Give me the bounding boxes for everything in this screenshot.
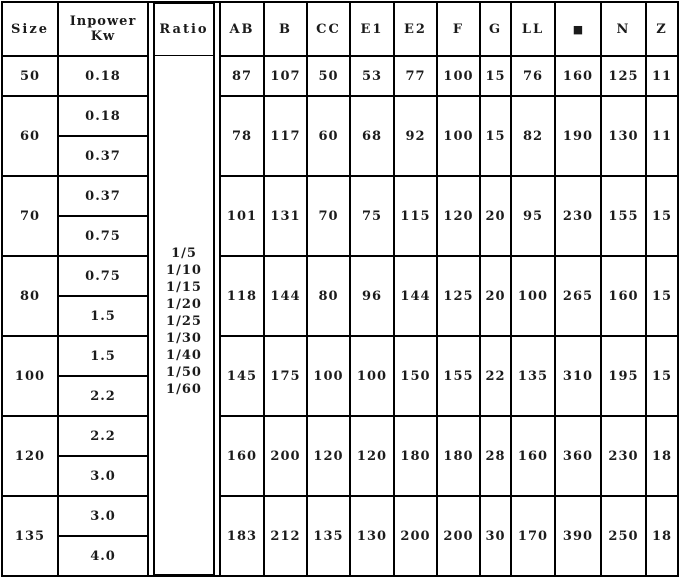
kw-cell: 2.2 [58,416,148,456]
dim-cell: 68 [350,96,394,176]
table-row [2,336,678,376]
dim-cell: 75 [350,176,394,256]
ratio-value: 1/40 [166,348,202,363]
dim-cell: 230 [601,416,646,496]
size-cell: 60 [2,96,58,176]
dim-cell: 125 [601,56,646,96]
dim-cell: 77 [394,56,437,96]
dim-cell: 160 [511,416,555,496]
dim-cell: 107 [264,56,307,96]
kw-cell: 3.0 [58,496,148,536]
dim-cell: 360 [555,416,601,496]
dim-cell: 145 [220,336,264,416]
ratio-header-box [153,2,215,56]
dim-cell: 60 [307,96,350,176]
kw-cell: 0.37 [58,176,148,216]
size-cell: 50 [2,56,58,96]
ratio-value: 1/20 [166,297,202,312]
dim-cell: 200 [394,496,437,576]
kw-cell: 0.75 [58,256,148,296]
dim-cell: 190 [555,96,601,176]
dim-cell: 200 [264,416,307,496]
dim-cell: 120 [350,416,394,496]
dim-cell: 183 [220,496,264,576]
ratio-value: 1/30 [166,331,202,346]
dim-cell: 20 [480,256,511,336]
dim-cell: 170 [511,496,555,576]
size-cell: 120 [2,416,58,496]
dim-cell: 250 [601,496,646,576]
dim-cell: 118 [220,256,264,336]
dim-cell: 150 [394,336,437,416]
kw-cell: 0.75 [58,216,148,256]
col-header-b: B [264,2,307,56]
col-header-e2: E2 [394,2,437,56]
dim-cell: 30 [480,496,511,576]
dim-cell: 155 [601,176,646,256]
dim-cell: 15 [646,176,678,256]
size-cell: 70 [2,176,58,256]
dim-cell: 130 [350,496,394,576]
col-header-inpower-line1: Inpower [69,14,137,29]
col-header-ratio [148,2,220,56]
kw-cell: 1.5 [58,296,148,336]
ratio-value: 1/10 [166,263,202,278]
table-row [2,56,678,96]
col-header-cc: CC [307,2,350,56]
dim-cell: 100 [437,96,480,176]
dim-cell: 131 [264,176,307,256]
dim-cell: 180 [394,416,437,496]
dim-cell: 100 [307,336,350,416]
dim-cell: 22 [480,336,511,416]
dim-cell: 212 [264,496,307,576]
col-header-inpower-kw [58,2,148,56]
dim-cell: 200 [437,496,480,576]
dim-cell: 80 [307,256,350,336]
dim-cell: 125 [437,256,480,336]
dim-cell: 144 [394,256,437,336]
dim-cell: 195 [601,336,646,416]
dim-cell: 135 [307,496,350,576]
dim-cell: 120 [437,176,480,256]
col-header-ratio-label: Ratio [159,22,209,37]
dim-cell: 310 [555,336,601,416]
dim-cell: 117 [264,96,307,176]
dim-cell: 20 [480,176,511,256]
ratio-value: 1/5 [171,246,197,261]
dim-cell: 160 [220,416,264,496]
ratio-body-box [153,56,215,576]
dim-cell: 144 [264,256,307,336]
kw-cell: 0.18 [58,96,148,136]
table-row [2,96,678,136]
dim-cell: 265 [555,256,601,336]
dim-cell: 78 [220,96,264,176]
col-header-m-block: ■ [555,2,601,56]
table-row [2,416,678,456]
dimension-table [1,1,679,577]
col-header-inpower-line2: Kw [90,29,116,44]
dim-cell: 18 [646,416,678,496]
col-header-ab: AB [220,2,264,56]
col-header-size: Size [2,2,58,56]
dim-cell: 135 [511,336,555,416]
col-header-g: G [480,2,511,56]
ratio-value: 1/60 [166,382,202,397]
dim-cell: 92 [394,96,437,176]
dim-cell: 15 [646,256,678,336]
kw-cell: 3.0 [58,456,148,496]
header-row [2,2,678,56]
dim-cell: 130 [601,96,646,176]
dim-cell: 175 [264,336,307,416]
dim-cell: 96 [350,256,394,336]
dim-cell: 115 [394,176,437,256]
col-header-ll: LL [511,2,555,56]
kw-cell: 2.2 [58,376,148,416]
dim-cell: 70 [307,176,350,256]
dim-cell: 230 [555,176,601,256]
spec-sheet [0,1,680,577]
dim-cell: 180 [437,416,480,496]
col-header-z: Z [646,2,678,56]
ratio-value: 1/50 [166,365,202,380]
dim-cell: 15 [480,56,511,96]
dim-cell: 53 [350,56,394,96]
dim-cell: 160 [555,56,601,96]
ratio-cell [148,56,220,576]
dim-cell: 11 [646,96,678,176]
kw-cell: 0.37 [58,136,148,176]
dim-cell: 15 [480,96,511,176]
dim-cell: 87 [220,56,264,96]
dim-cell: 390 [555,496,601,576]
dim-cell: 95 [511,176,555,256]
dim-cell: 50 [307,56,350,96]
size-cell: 135 [2,496,58,576]
table-row [2,176,678,216]
size-cell: 80 [2,256,58,336]
kw-cell: 1.5 [58,336,148,376]
col-header-e1: E1 [350,2,394,56]
dim-cell: 15 [646,336,678,416]
dim-cell: 100 [350,336,394,416]
table-row [2,496,678,536]
dim-cell: 120 [307,416,350,496]
dim-cell: 28 [480,416,511,496]
col-header-n: N [601,2,646,56]
dim-cell: 76 [511,56,555,96]
ratio-value: 1/15 [166,280,202,295]
dim-cell: 155 [437,336,480,416]
dim-cell: 82 [511,96,555,176]
table-row [2,256,678,296]
ratio-value: 1/25 [166,314,202,329]
dim-cell: 101 [220,176,264,256]
size-cell: 100 [2,336,58,416]
col-header-f: F [437,2,480,56]
kw-cell: 4.0 [58,536,148,576]
dim-cell: 160 [601,256,646,336]
dim-cell: 100 [437,56,480,96]
dim-cell: 11 [646,56,678,96]
dim-cell: 18 [646,496,678,576]
dim-cell: 100 [511,256,555,336]
kw-cell: 0.18 [58,56,148,96]
